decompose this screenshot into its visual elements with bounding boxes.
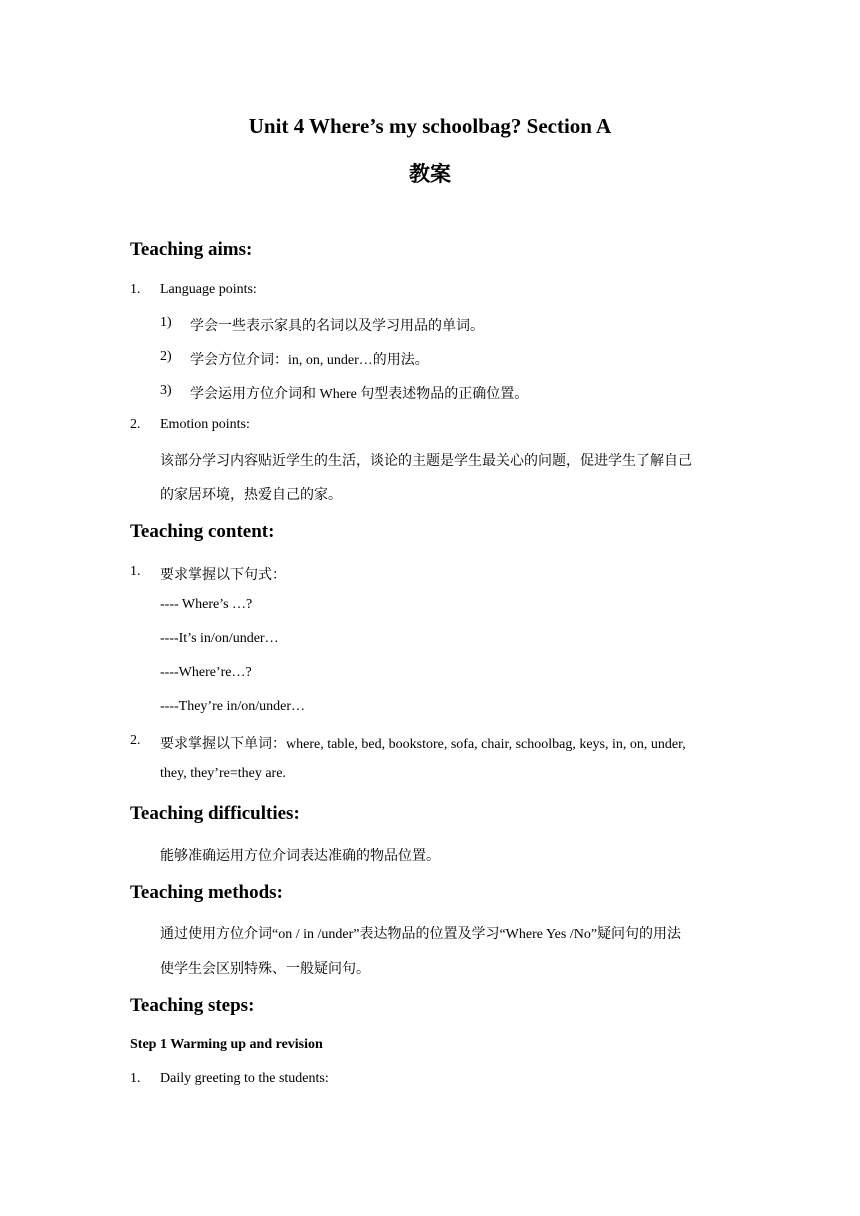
paragraph-line: 该部分学习内容贴近学生的生活，谈论的主题是学生最关心的问题，促进学生了解自己 <box>160 454 692 469</box>
sentence-pattern: ---- Where’s …? <box>160 597 253 612</box>
list-item-label: 要求掌握以下单词：where, table, bed, bookstore, sofa, chair, schoolbag, keys, in, on, under, <box>160 737 686 752</box>
sublist-item: 学会运用方位介词和 Where 句型表述物品的正确位置。 <box>190 387 529 402</box>
step-title: Step 1 Warming up and revision <box>130 1037 323 1052</box>
list-item-label: 要求掌握以下句式： <box>160 568 286 583</box>
list-item-label: Emotion points: <box>160 417 250 432</box>
paragraph-line: 能够准确运用方位介词表达准确的物品位置。 <box>160 849 440 864</box>
paragraph-line: 的家居环境，热爱自己的家。 <box>160 488 342 503</box>
paragraph-line: 使学生会区别特殊、一般疑问句。 <box>160 962 370 977</box>
list-number: 1. <box>130 282 141 297</box>
sentence-pattern: ----They’re in/on/under… <box>160 699 305 714</box>
sublist-number: 3) <box>160 383 172 398</box>
section-heading-steps: Teaching steps: <box>130 995 255 1016</box>
list-number: 2. <box>130 733 141 748</box>
section-heading-content: Teaching content: <box>130 521 275 542</box>
section-heading-methods: Teaching methods: <box>130 882 283 903</box>
section-heading-aims: Teaching aims: <box>130 239 253 260</box>
section-heading-difficulties: Teaching difficulties: <box>130 803 300 824</box>
list-item-label: Language points: <box>160 282 257 297</box>
list-number: 2. <box>130 417 141 432</box>
sublist-number: 2) <box>160 349 172 364</box>
sublist-number: 1) <box>160 315 172 330</box>
paragraph-line: they, they’re=they are. <box>160 766 286 781</box>
list-number: 1. <box>130 564 141 579</box>
sublist-item: 学会方位介词：in, on, under…的用法。 <box>190 353 429 368</box>
list-item-label: Daily greeting to the students: <box>160 1071 329 1086</box>
sentence-pattern: ----Where’re…? <box>160 665 252 680</box>
sentence-pattern: ----It’s in/on/under… <box>160 631 279 646</box>
document-title: Unit 4 Where’s my schoolbag? Section A <box>248 114 612 138</box>
list-number: 1. <box>130 1071 141 1086</box>
sublist-item: 学会一些表示家具的名词以及学习用品的单词。 <box>190 319 484 334</box>
document-subtitle: 教案 <box>409 162 451 186</box>
paragraph-line: 通过使用方位介词“on / in /under”表达物品的位置及学习“Where Yes /No”疑问句的用法 <box>160 927 682 942</box>
